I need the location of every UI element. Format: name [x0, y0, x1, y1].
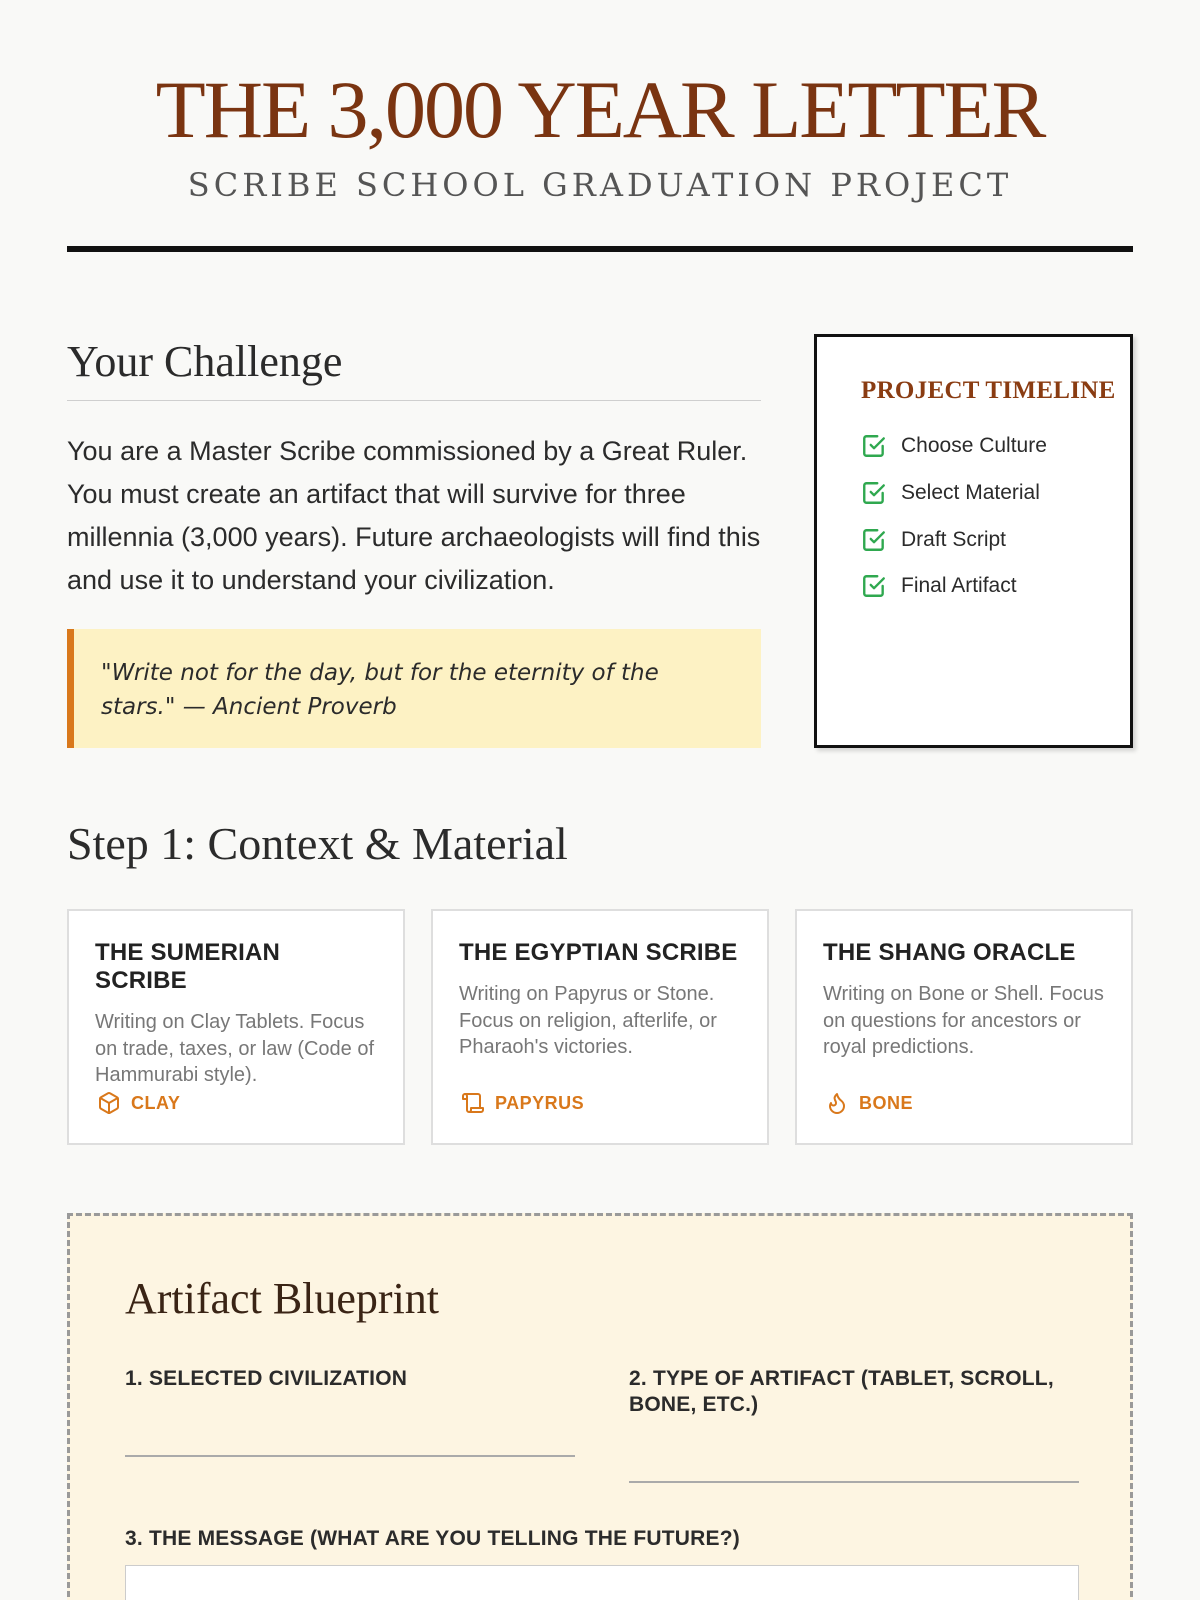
- checkbox-checked-icon[interactable]: [861, 433, 887, 459]
- timeline-item-final-artifact[interactable]: [861, 571, 1017, 601]
- card-description: Writing on Papyrus or Stone. Focus on religion, afterlife, or Pharaoh's victories.: [459, 983, 717, 1058]
- timeline-item-label: Choose Culture: [901, 434, 1047, 457]
- material-tag: [461, 1091, 584, 1115]
- timeline-title: PROJECT TIMELINE: [861, 377, 1116, 404]
- step1-heading: Step 1: Context & Material: [67, 818, 568, 869]
- card-title: THE SUMERIAN SCRIBE: [95, 939, 281, 994]
- card-shang-oracle[interactable]: [795, 909, 1133, 1145]
- header-divider: [67, 246, 1133, 252]
- timeline-item-label: Draft Script: [901, 528, 1007, 551]
- material-tag: [825, 1091, 913, 1115]
- material-tag-label: BONE: [859, 1092, 914, 1113]
- challenge-heading: Your Challenge: [67, 337, 343, 386]
- card-sumerian-scribe[interactable]: [67, 909, 405, 1145]
- challenge-description: You are a Master Scribe commissioned by a Great Ruler. You must create an artifact that will survive for three millennia (3,000 years). Future archaeologists will find this and use it to understand your civilization.: [67, 436, 761, 595]
- card-description: Writing on Bone or Shell. Focus on questions for ancestors or royal predictions.: [823, 983, 1104, 1058]
- message-field-label: 3. THE MESSAGE (WHAT ARE YOU TELLING THE FUTURE?): [125, 1527, 740, 1550]
- timeline-item-draft-script[interactable]: [861, 525, 1006, 555]
- checkbox-checked-icon[interactable]: [861, 480, 887, 506]
- artifact-type-input[interactable]: [629, 1443, 1079, 1483]
- project-timeline-panel: [814, 334, 1133, 748]
- checkbox-checked-icon[interactable]: [861, 527, 887, 553]
- artifact-blueprint-form: [67, 1213, 1133, 1600]
- message-textarea[interactable]: [125, 1565, 1079, 1600]
- material-tag: [97, 1091, 180, 1115]
- material-tag-label: CLAY: [131, 1092, 181, 1113]
- artifact-type-field-label: 2. TYPE OF ARTIFACT (TABLET, SCROLL, BONE, ETC.): [629, 1367, 1054, 1416]
- card-title: THE EGYPTIAN SCRIBE: [459, 939, 738, 966]
- material-tag-label: PAPYRUS: [495, 1092, 585, 1113]
- timeline-item-label: Select Material: [901, 481, 1040, 504]
- card-title: THE SHANG ORACLE: [823, 939, 1076, 966]
- blueprint-heading: Artifact Blueprint: [125, 1274, 440, 1323]
- page-subtitle: SCRIBE SCHOOL GRADUATION PROJECT: [187, 166, 1013, 204]
- page-title: THE 3,000 YEAR LETTER: [155, 64, 1045, 155]
- timeline-item-select-material[interactable]: [861, 478, 1040, 508]
- civilization-field-label: 1. SELECTED CIVILIZATION: [125, 1367, 408, 1390]
- scroll-icon: [461, 1091, 485, 1115]
- flame-icon: [825, 1091, 849, 1115]
- checkbox-checked-icon[interactable]: [861, 573, 887, 599]
- proverb-quote: "Write not for the day, but for the eternity of the stars." — Ancient Proverb: [67, 629, 761, 748]
- cube-icon: [97, 1091, 121, 1115]
- timeline-item-label: Final Artifact: [901, 574, 1017, 597]
- card-description: Writing on Clay Tablets. Focus on trade, taxes, or law (Code of Hammurabi style).: [95, 1011, 375, 1086]
- civilization-input[interactable]: [125, 1417, 575, 1457]
- timeline-item-choose-culture[interactable]: [861, 431, 1047, 461]
- challenge-divider: [67, 400, 761, 401]
- card-egyptian-scribe[interactable]: [431, 909, 769, 1145]
